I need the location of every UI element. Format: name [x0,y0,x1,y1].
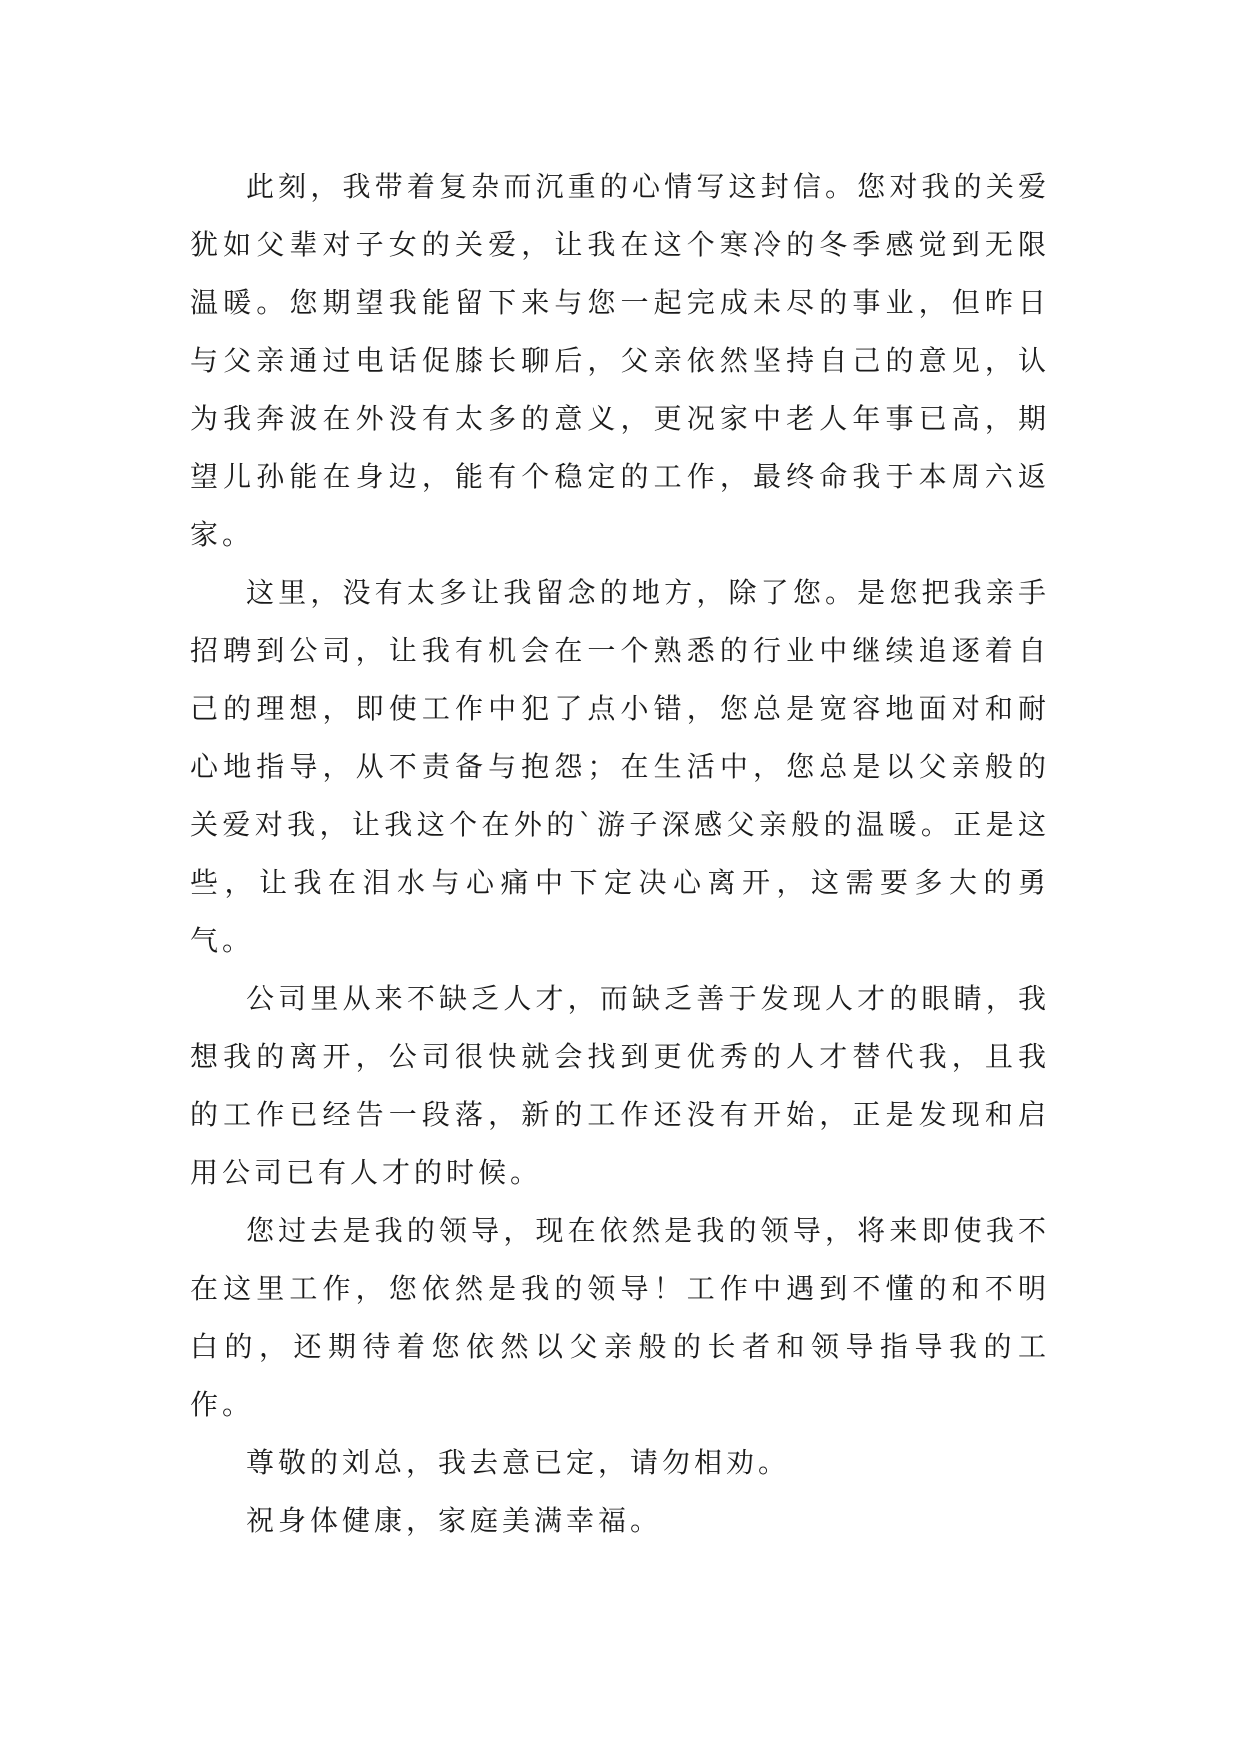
letter-body [190,158,1050,1550]
paragraph-3: 公司里从来不缺乏人才，而缺乏善于发现人才的眼睛，我想我的离开，公司很快就会找到更优秀的人才替代我，且我的工作已经告一段落，新的工作还没有开始，正是发现和启用公司已有人才的时候。 [190,982,1050,1189]
paragraph-6: 祝身体健康，家庭美满幸福。 [246,1504,663,1537]
paragraph-5: 尊敬的刘总，我去意已定，请勿相劝。 [246,1446,791,1479]
paragraph-2: 这里，没有太多让我留念的地方，除了您。是您把我亲手招聘到公司，让我有机会在一个熟悉的行业中继续追逐着自己的理想，即使工作中犯了点小错，您总是宽容地面对和耐心地指导，从不责备与抱怨；在生活中，您总是以父亲般的关爱对我，让我这个在外的`游子深感父亲般的温暖。正是这些，让我在泪水与心痛中下定决心离开，这需要多大的勇气。 [190,576,1050,957]
paragraph-4: 您过去是我的领导，现在依然是我的领导，将来即使我不在这里工作，您依然是我的领导！工作中遇到不懂的和不明白的，还期待着您依然以父亲般的长者和领导指导我的工作。 [190,1214,1050,1421]
paragraph-1: 此刻，我带着复杂而沉重的心情写这封信。您对我的关爱犹如父辈对子女的关爱，让我在这个寒冷的冬季感觉到无限温暖。您期望我能留下来与您一起完成未尽的事业，但昨日与父亲通过电话促膝长聊后，父亲依然坚持自己的意见，认为我奔波在外没有太多的意义，更况家中老人年事已高，期望儿孙能在身边，能有个稳定的工作，最终命我于本周六返家。 [190,170,1050,551]
